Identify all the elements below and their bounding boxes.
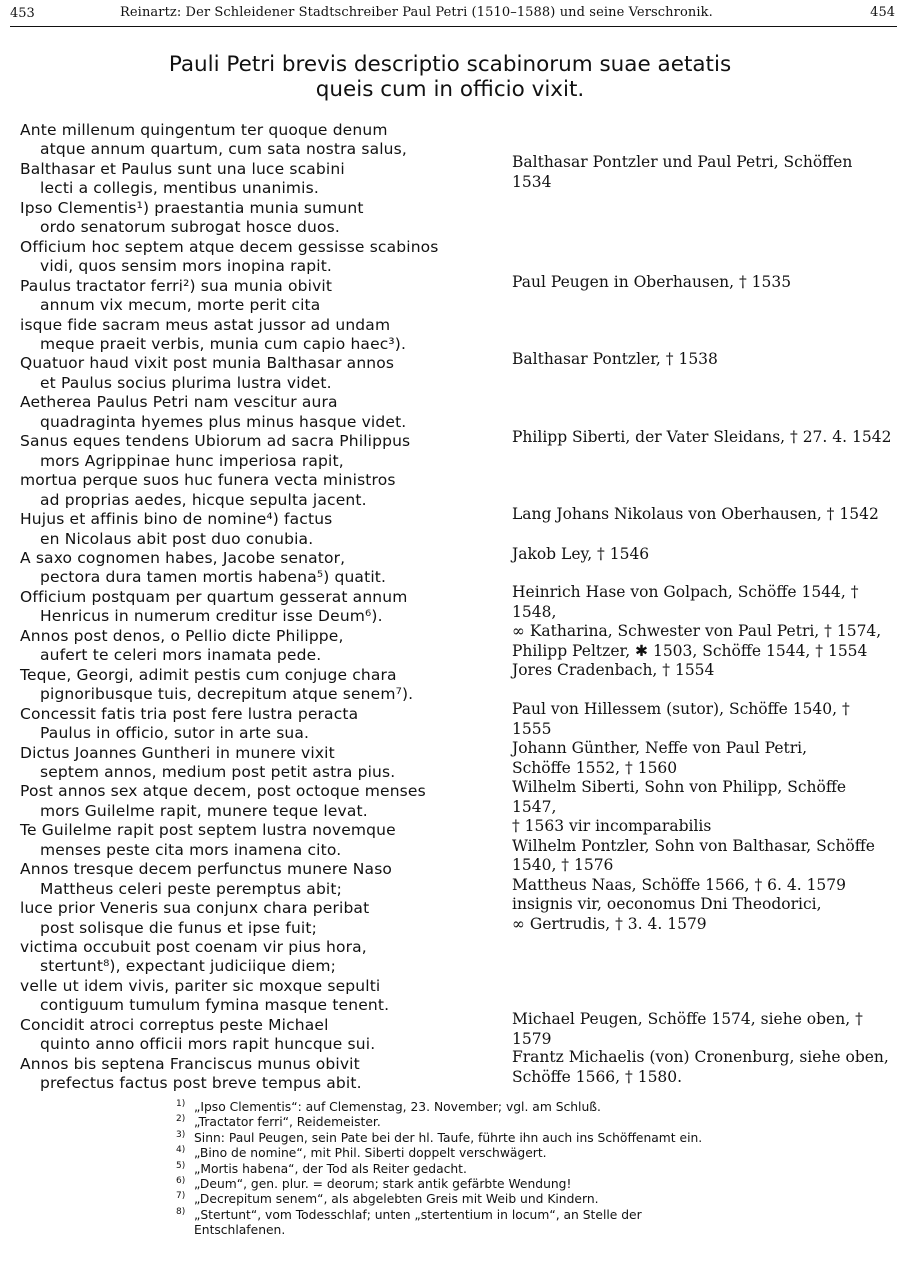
poem-line: prefectus factus post breve tempus abit. bbox=[40, 1074, 362, 1093]
poem-line: mors Guilelme rapit, munere teque levat. bbox=[40, 801, 368, 820]
margin-note: Philipp Siberti, der Vater Sleidans, † 27. 4. 1542 bbox=[512, 428, 892, 446]
poem-line: Concessit fatis tria post fere lustra peracta bbox=[20, 704, 359, 723]
poem-line: meque praeit verbis, munia cum capio haec³). bbox=[40, 334, 407, 353]
poem-line: Sanus eques tendens Ubiorum ad sacra Philippus bbox=[20, 432, 411, 451]
poem-line: en Nicolaus abit post duo conubia. bbox=[40, 529, 314, 548]
footnote bbox=[176, 1100, 776, 1115]
footnote-text: Entschlafenen. bbox=[194, 1223, 286, 1238]
poem-line: Paulus tractator ferri²) sua munia obivit bbox=[20, 276, 333, 295]
footnotes bbox=[176, 1100, 776, 1239]
poem-line: Aetherea Paulus Petri nam vescitur aura bbox=[20, 393, 338, 412]
poem-line: Teque, Georgi, adimit pestis cum conjuge chara bbox=[20, 665, 397, 684]
footnote-number: 6) bbox=[176, 1176, 186, 1187]
footnote-text: „Mortis habena“, der Tod als Reiter gedacht. bbox=[194, 1161, 467, 1176]
poem-line: victima occubuit post coenam vir pius hora, bbox=[20, 938, 367, 957]
poem-line: isque fide sacram meus astat jussor ad undam bbox=[20, 315, 391, 334]
footnote bbox=[176, 1146, 776, 1161]
margin-note: Frantz Michaelis (von) Cronenburg, siehe oben, Schöffe 1566, † 1580. bbox=[512, 1048, 889, 1086]
poem-line: Annos post denos, o Pellio dicte Philippe, bbox=[20, 626, 344, 645]
poem-line: contiguum tumulum fymina masque tenent. bbox=[40, 996, 390, 1015]
poem-line: Paulus in officio, sutor in arte sua. bbox=[40, 724, 310, 743]
poem-line: ordo senatorum subrogat hosce duos. bbox=[40, 218, 340, 237]
footnote-number: 1) bbox=[176, 1099, 186, 1109]
page-number-right: 454 bbox=[870, 5, 895, 20]
page-number-left: 453 bbox=[10, 6, 35, 21]
poem-title-line-1: Pauli Petri brevis descriptio scabinorum suae aetatis bbox=[168, 52, 732, 77]
footnote bbox=[176, 1115, 776, 1130]
poem-line: atque annum quartum, cum sata nostra salus, bbox=[40, 140, 407, 159]
poem-line: pectora dura tamen mortis habena⁵) quatit. bbox=[40, 568, 387, 587]
poem-line: mors Agrippinae hunc imperiosa rapit, bbox=[40, 451, 344, 470]
poem-title-line-2: queis cum in officio vixit. bbox=[315, 77, 585, 102]
footnote-text: „Decrepitum senem“, als abgelebten Greis mit Weib und Kindern. bbox=[194, 1192, 599, 1207]
margin-note: Heinrich Hase von Golpach, Schöffe 1544, † 1548, ∞ Katharina, Schwester von Paul Petri, † 1574, Philipp Peltzer, ✱ 1503, Schöffe 1544, † 1554 bbox=[512, 583, 882, 660]
footnote bbox=[176, 1162, 776, 1177]
margin-note: Jakob Ley, † 1546 bbox=[512, 545, 650, 563]
poem-line: Quatuor haud vixit post munia Balthasar annos bbox=[20, 354, 395, 373]
poem-title bbox=[60, 52, 840, 102]
margin-note: Paul Peugen in Oberhausen, † 1535 bbox=[512, 273, 792, 291]
poem-line: post solisque die funus et ipse fuit; bbox=[40, 918, 317, 937]
poem-line: Officium postquam per quartum gesserat annum bbox=[20, 587, 408, 606]
footnote-text: „Stertunt“, vom Todesschlaf; unten „stertentium in locum“, an Stelle der bbox=[194, 1207, 642, 1222]
footnote-number: 7) bbox=[176, 1191, 186, 1202]
poem-line: Ante millenum quingentum ter quoque denum bbox=[20, 121, 388, 139]
footnote bbox=[176, 1208, 776, 1223]
poem-line: velle ut idem vivis, pariter sic moxque sepulti bbox=[20, 976, 381, 995]
footnote bbox=[176, 1192, 776, 1207]
margin-note: Johann Günther, Neffe von Paul Petri, Schöffe 1552, † 1560 Wilhelm Siberti, Sohn von Philipp, Schöffe 1547, † 1563 vir incomparabilis Wilhelm Pontzler, Sohn von Balthasar, Schöffe 1540, † 1576 Mattheus Naas, Schöffe 1566, † 6. 4. 1579 insignis vir, oeconomus Dni Theodorici, ∞ Gertrudis, † 3. 4. 1579 bbox=[512, 739, 875, 933]
page-header bbox=[10, 3, 897, 27]
poem-line: mortua perque suos huc funera vecta ministros bbox=[20, 471, 396, 490]
footnote-text: „Tractator ferri“, Reidemeister. bbox=[194, 1115, 381, 1130]
poem-line: Concidit atroci correptus peste Michael bbox=[20, 1015, 329, 1034]
poem-line: Ipso Clementis¹) praestantia munia sumunt bbox=[20, 198, 364, 217]
poem-line: annum vix mecum, morte perit cita bbox=[40, 296, 321, 315]
footnote-text: Sinn: Paul Peugen, sein Pate bei der hl. Taufe, führte ihn auch ins Schöffenamt ein. bbox=[194, 1130, 703, 1145]
footnote-text: „Ipso Clementis“: auf Clemenstag, 23. November; vgl. am Schluß. bbox=[194, 1100, 601, 1114]
poem-line: A saxo cognomen habes, Jacobe senator, bbox=[20, 548, 346, 567]
poem-line: ad proprias aedes, hicque sepulta jacent. bbox=[40, 490, 367, 509]
footnote bbox=[176, 1223, 776, 1238]
poem-line: luce prior Veneris sua conjunx chara peribat bbox=[20, 899, 370, 918]
poem-line: quinto anno officii mors rapit huncque sui. bbox=[40, 1035, 376, 1054]
footnote-number: 4) bbox=[176, 1145, 186, 1156]
poem-line: Annos tresque decem perfunctus munere Naso bbox=[20, 860, 393, 879]
margin-note: Paul von Hillessem (sutor), Schöffe 1540, † 1555 bbox=[512, 700, 850, 738]
header-rule bbox=[10, 26, 897, 27]
poem-line: Balthasar et Paulus sunt una luce scabini bbox=[20, 159, 345, 178]
poem-verses bbox=[20, 121, 500, 1094]
poem-line: Hujus et affinis bino de nomine⁴) factus bbox=[20, 510, 333, 529]
poem-line: lecti a collegis, mentibus unanimis. bbox=[40, 179, 319, 198]
poem-line: septem annos, medium post petit astra pius. bbox=[40, 762, 396, 781]
footnote-text: „Bino de nomine“, mit Phil. Siberti doppelt verschwägert. bbox=[194, 1146, 547, 1161]
poem-line: Henricus in numerum creditur isse Deum⁶). bbox=[40, 607, 383, 626]
margin-note: Jores Cradenbach, † 1554 bbox=[512, 661, 715, 679]
poem-line: Post annos sex atque decem, post octoque menses bbox=[20, 782, 426, 801]
poem-line: Te Guilelme rapit post septem lustra novemque bbox=[20, 821, 396, 840]
footnote-number: 2) bbox=[176, 1114, 186, 1125]
poem-line: Mattheus celeri peste peremptus abit; bbox=[40, 879, 342, 898]
poem-line: Officium hoc septem atque decem gessisse scabinos bbox=[20, 237, 439, 256]
poem-line: quadraginta hyemes plus minus hasque videt. bbox=[40, 412, 407, 431]
poem-line: Annos bis septena Franciscus munus obivit bbox=[20, 1054, 360, 1073]
poem-line: vidi, quos sensim mors inopina rapit. bbox=[40, 257, 333, 276]
footnote-number: 8) bbox=[176, 1206, 186, 1217]
footnote bbox=[176, 1177, 776, 1192]
footnote bbox=[176, 1131, 776, 1146]
poem-line: Dictus Joannes Guntheri in munere vixit bbox=[20, 743, 335, 762]
margin-note: Lang Johans Nikolaus von Oberhausen, † 1542 bbox=[512, 505, 879, 523]
running-title: Reinartz: Der Schleidener Stadtschreiber Paul Petri (1510–1588) und seine Verschronik. bbox=[120, 5, 713, 20]
footnote-number: 3) bbox=[176, 1129, 186, 1140]
poem-line: aufert te celeri mors inamata pede. bbox=[40, 646, 322, 665]
footnote-text: „Deum“, gen. plur. = deorum; stark antik gefärbte Wendung! bbox=[194, 1177, 572, 1192]
poem-line: pignoribusque tuis, decrepitum atque senem⁷). bbox=[40, 685, 414, 704]
margin-note: Balthasar Pontzler, † 1538 bbox=[512, 350, 718, 368]
footnote-number: 5) bbox=[176, 1160, 186, 1171]
poem-line: menses peste cita mors inamena cito. bbox=[40, 840, 342, 859]
poem-line: stertunt⁸), expectant judiciique diem; bbox=[40, 957, 336, 976]
margin-note: Michael Peugen, Schöffe 1574, siehe oben, † 1579 bbox=[512, 1010, 863, 1048]
poem-line: et Paulus socius plurima lustra videt. bbox=[40, 373, 332, 392]
margin-note: Balthasar Pontzler und Paul Petri, Schöffen 1534 bbox=[512, 153, 853, 191]
